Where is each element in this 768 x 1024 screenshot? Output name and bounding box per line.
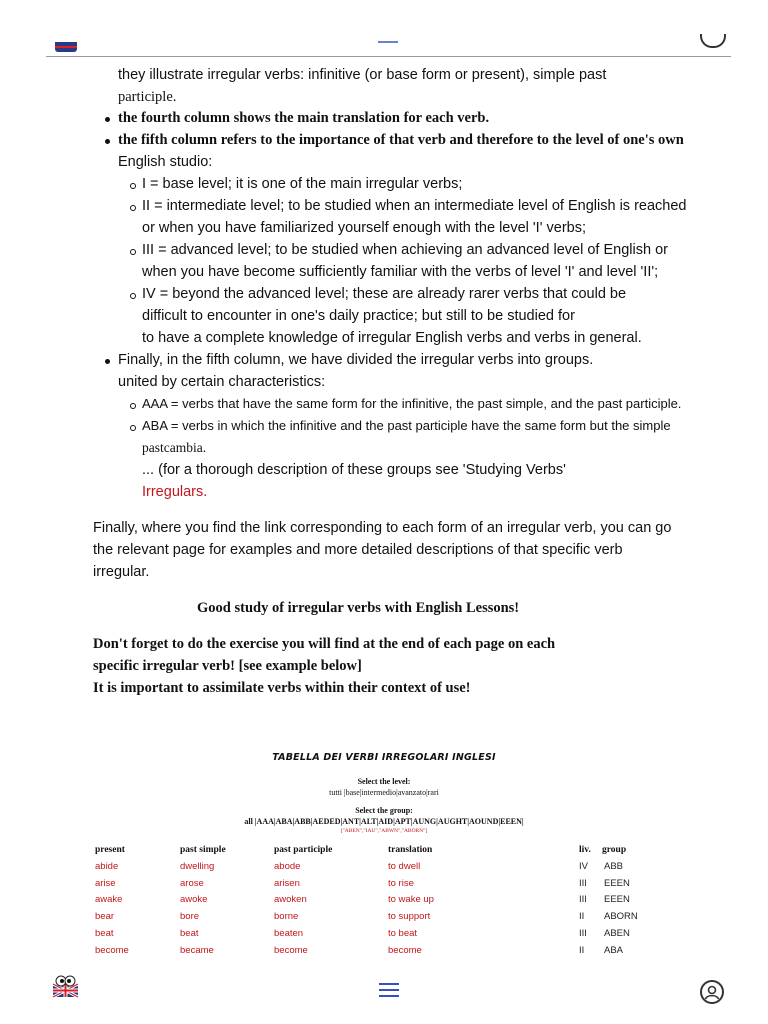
menu-dash-icon[interactable] — [378, 41, 398, 43]
column-header-past-participle: past participle — [274, 845, 333, 855]
paragraph-line: participle. — [118, 89, 177, 105]
table-cell-link[interactable]: bore — [180, 911, 200, 922]
table-cell-link[interactable]: to support — [388, 911, 431, 922]
sub-list-item: II = intermediate level; to be studied when an intermediate level of English is reached — [142, 198, 687, 214]
table-cell: ABB — [604, 861, 624, 872]
paragraph-line: irregular. — [93, 564, 150, 580]
paragraph-line: they illustrate irregular verbs: infinitive (or base form or present), simple past — [118, 67, 607, 83]
select-level-label: Select the level: — [357, 777, 411, 786]
table-cell: III — [579, 928, 587, 939]
bullet-icon — [105, 117, 110, 122]
group-note: ["ABEN","IAU","ABWN","ABORN"] — [340, 828, 428, 834]
reminder-line: It is important to assimilate verbs within their context of use! — [93, 680, 471, 696]
table-cell-link[interactable]: borne — [274, 911, 299, 922]
table-cell-link[interactable]: dwelling — [180, 861, 215, 872]
table-cell: ABEN — [604, 928, 630, 939]
table-cell: III — [579, 894, 587, 905]
table-cell-link[interactable]: abide — [95, 861, 119, 872]
sub-list-item: I = base level; it is one of the main irregular verbs; — [142, 176, 463, 192]
table-cell-link[interactable]: to wake up — [388, 894, 434, 905]
list-item: the fourth column shows the main translation for each verb. — [118, 110, 490, 126]
table-cell-link[interactable]: awake — [95, 894, 123, 905]
sub-list-item: ABA = verbs in which the infinitive and the past participle have the same form but the simple — [142, 418, 671, 433]
column-header-level: liv. — [579, 845, 591, 855]
table-cell-link[interactable]: beat — [95, 928, 114, 939]
table-cell-link[interactable]: awoken — [274, 894, 307, 905]
level-links[interactable]: tutti |base|intermedio|avanzato|rari — [329, 788, 439, 797]
table-cell-link[interactable]: to rise — [388, 878, 414, 889]
table-cell: II — [579, 911, 585, 922]
sub-list-item-continued: pastcambia. — [142, 440, 207, 455]
sub-list-item: AAA = verbs that have the same form for the infinitive, the past simple, and the past participle. — [142, 396, 682, 411]
bullet-icon — [105, 139, 110, 144]
sub-list-item-continued: ... (for a thorough description of these groups see 'Studying Verbs' — [142, 462, 566, 478]
flag-icon[interactable] — [55, 42, 77, 52]
select-group-label: Select the group: — [355, 806, 413, 815]
table-cell-link[interactable]: awoke — [180, 894, 208, 905]
table-cell-link[interactable]: arise — [95, 878, 116, 889]
column-header-group: group — [602, 845, 627, 855]
table-title: TABELLA DEI VERBI IRREGOLARI INGLESI — [272, 752, 496, 763]
circle-bullet-icon — [130, 183, 136, 189]
circle-bullet-icon — [130, 293, 136, 299]
paragraph-line: Finally, where you find the link corresponding to each form of an irregular verb, you can go — [93, 520, 672, 536]
sub-list-item: IV = beyond the advanced level; these are already rarer verbs that could be — [142, 286, 627, 302]
table-cell: III — [579, 878, 587, 889]
column-header-past-simple: past simple — [180, 845, 226, 855]
circle-bullet-icon — [130, 249, 136, 255]
table-cell: EEEN — [604, 894, 630, 905]
list-item: Finally, in the fifth column, we have divided the irregular verbs into groups. — [118, 352, 594, 368]
user-account-icon[interactable] — [700, 980, 724, 1004]
table-cell-link[interactable]: abode — [274, 861, 301, 872]
table-cell-link[interactable]: become — [274, 945, 308, 956]
circle-bullet-icon — [130, 205, 136, 211]
circle-bullet-icon — [130, 403, 136, 409]
table-cell-link[interactable]: to beat — [388, 928, 418, 939]
sub-list-item-continued: when you have become sufficiently familiar with the verbs of level 'I' and level 'II'; — [142, 264, 659, 280]
list-item: the fifth column refers to the importance of that verb and therefore to the level of one's own — [118, 132, 684, 148]
table-cell-link[interactable]: bear — [95, 911, 115, 922]
table-cell: ABA — [604, 945, 624, 956]
table-cell-link[interactable]: beat — [180, 928, 199, 939]
bullet-icon — [105, 359, 110, 364]
table-cell-link[interactable]: arose — [180, 878, 204, 889]
table-cell-link[interactable]: become — [388, 945, 422, 956]
reminder-line: specific irregular verb! [see example below] — [93, 658, 362, 674]
sub-list-item-continued: to have a complete knowledge of irregular English verbs and verbs in general. — [142, 330, 642, 346]
table-cell-link[interactable]: arisen — [274, 878, 300, 889]
column-header-present: present — [95, 845, 125, 855]
sub-list-item-continued: difficult to encounter in one's daily practice; but still to be studied for — [142, 308, 575, 324]
column-header-translation: translation — [388, 845, 433, 855]
irregulars-link[interactable]: Irregulars. — [142, 484, 208, 500]
reminder-line: Don't forget to do the exercise you will find at the end of each page on each — [93, 636, 556, 652]
paragraph-line: the relevant page for examples and more detailed descriptions of that specific verb — [93, 542, 623, 558]
group-links[interactable]: all |AAA|ABA|ABB|AEDED|ANT|ALT|AID|APT|AUNG|AUGHT|AOUND|EEEN| — [244, 817, 524, 826]
good-study-heading: Good study of irregular verbs with English Lessons! — [197, 600, 520, 616]
list-item-continued: English studio: — [118, 154, 213, 170]
hamburger-menu-icon[interactable] — [379, 983, 399, 997]
table-cell: EEEN — [604, 878, 630, 889]
table-cell-link[interactable]: beaten — [274, 928, 304, 939]
top-header-bar — [46, 0, 731, 57]
circle-bullet-icon — [130, 425, 136, 431]
mascot-flag-icon[interactable] — [52, 975, 79, 998]
sub-list-item-continued: or when you have familiarized yourself enough with the level 'I' verbs; — [142, 220, 586, 236]
table-cell: ABORN — [604, 911, 638, 922]
table-cell-link[interactable]: became — [180, 945, 214, 956]
table-cell: IV — [579, 861, 588, 872]
sub-list-item: III = advanced level; to be studied when achieving an advanced level of English or — [142, 242, 668, 258]
table-cell-link[interactable]: to dwell — [388, 861, 421, 872]
list-item-continued: united by certain characteristics: — [118, 374, 326, 390]
table-cell: II — [579, 945, 585, 956]
table-cell-link[interactable]: become — [95, 945, 129, 956]
